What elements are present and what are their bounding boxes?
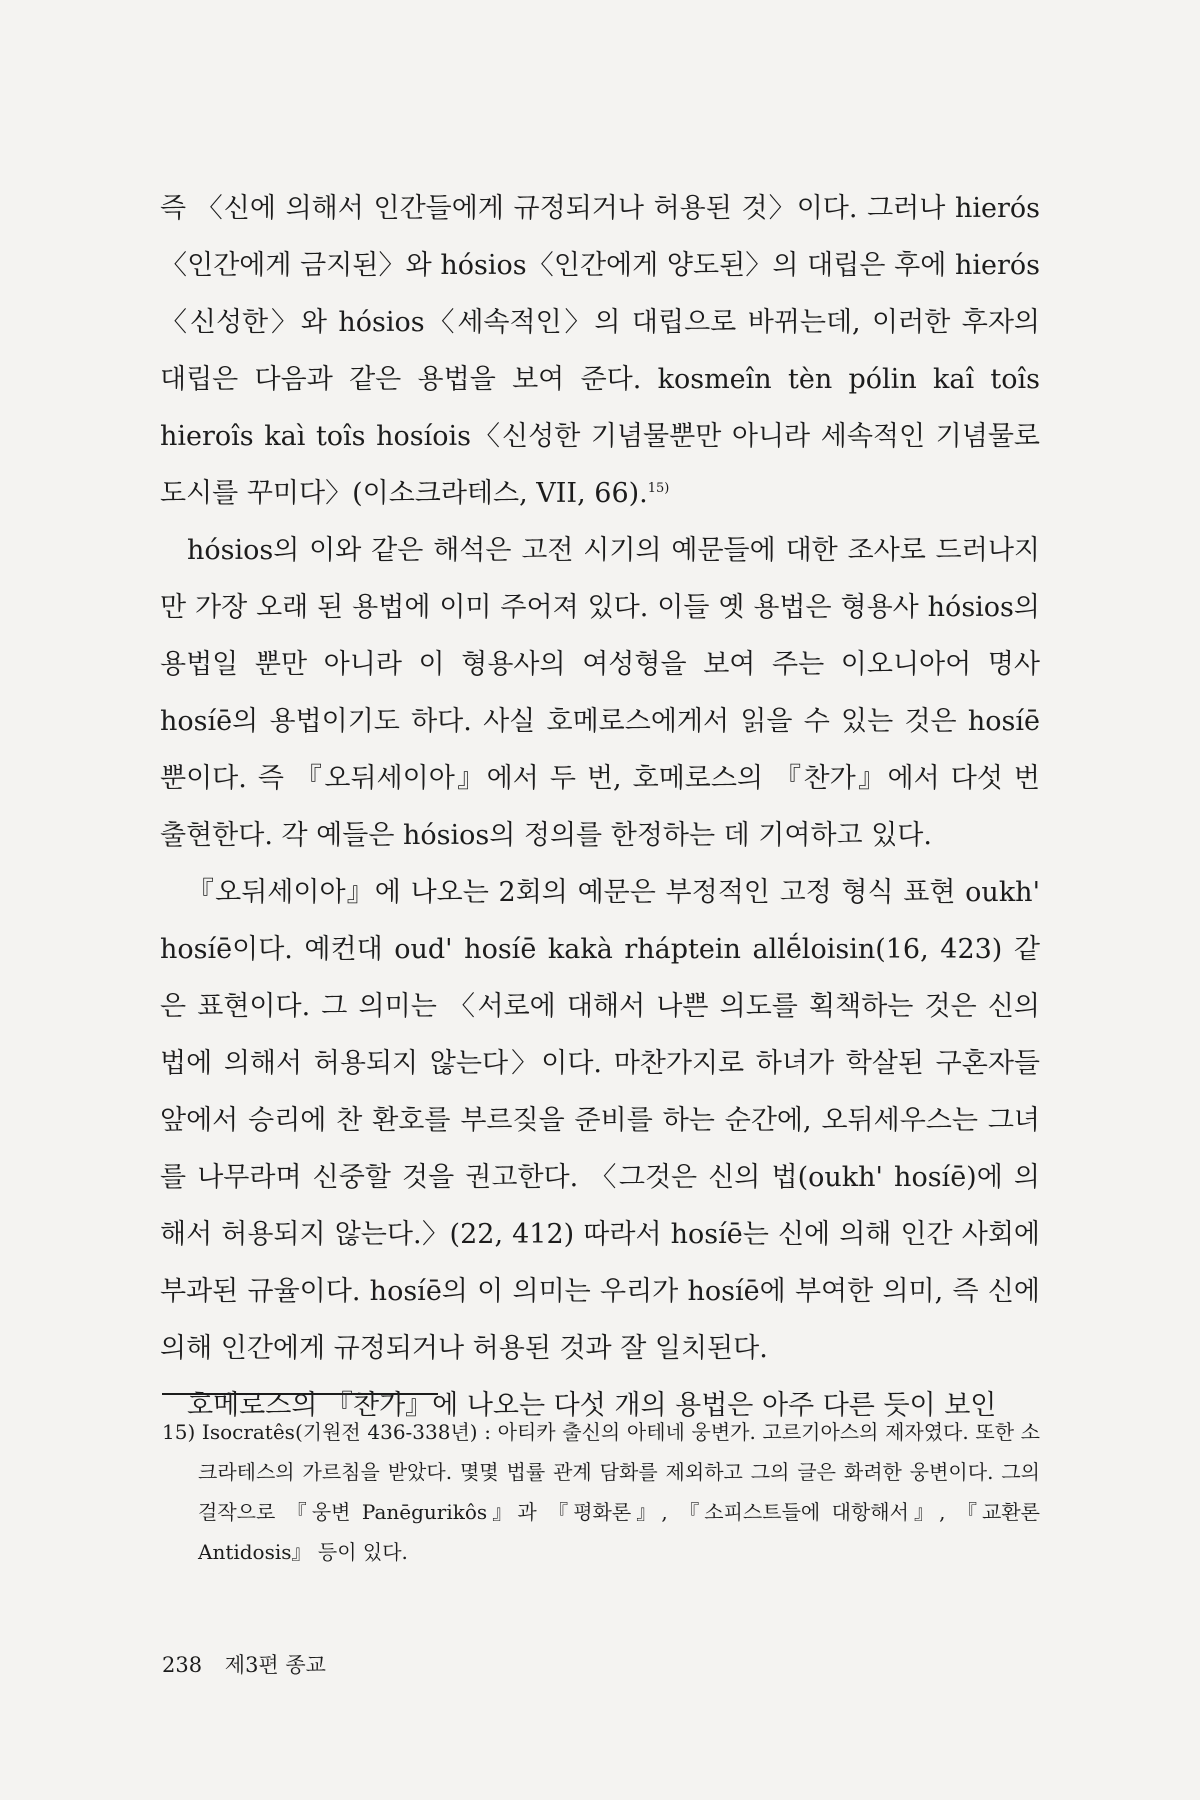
paragraph-3: 『오뒤세이아』에 나오는 2회의 예문은 부정적인 고정 형식 표현 oukh' hosíē이다. 예컨대 oud' hosíē kakà rháptein allḗloisin(16, 423) 같은 표현이다. 그 의미는 〈서로에 대해서 나쁜 의도를 획책하는 것은 신의 법에 의해서 허용되지 않는다〉이다. 마찬가지로 하녀가 학살된 구혼자들 앞에서 승리에 찬 환호를 부르짖을 준비를 하는 순간에, 오뒤세우스는 그녀를 나무라며 신중할 것을 권고한다. 〈그것은 신의 법(oukh' hosíē)에 의해서 허용되지 않는다.〉(22, 412) 따라서 hosíē는 신에 의해 인간 사회에 부과된 규율이다. hosíē의 이 의미는 우리가 hosíē에 부여한 의미, 즉 신에 의해 인간에게 규정되거나 허용된 것과 잘 일치된다. — [160, 877, 1040, 1364]
page-number: 238 — [162, 1653, 203, 1677]
footnote-ref-15[interactable]: 15) — [647, 481, 670, 496]
page-footer — [162, 1650, 326, 1680]
paragraph-2: hósios의 이와 같은 해석은 고전 시기의 예문들에 대한 조사로 드러나지만 가장 오래 된 용법에 이미 주어져 있다. 이들 옛 용법은 형용사 hósios의 용법일 뿐만 아니라 이 형용사의 여성형을 보여 주는 이오니아어 명사 hosíē의 용법이기도 하다. 사실 호메로스에게서 읽을 수 있는 것은 hosíē뿐이다. 즉 『오뒤세이아』에서 두 번, 호메로스의 『찬가』에서 다섯 번 출현한다. 각 예들은 hósios의 정의를 한정하는 데 기여하고 있다. — [160, 535, 1040, 851]
footnote-divider — [162, 1393, 438, 1395]
section-title: 제3편 종교 — [224, 1653, 326, 1677]
paragraph-text: 즉 〈신에 의해서 인간들에게 규정되거나 허용된 것〉이다. 그러나 hierós 〈인간에게 금지된〉와 hósios〈인간에게 양도된〉의 대립은 후에 hierós 〈신성한〉와 hósios〈세속적인〉의 대립으로 바뀌는데, 이러한 후자의 대립은 다음과 같은 용법을 보여 준다. kosmeîn tèn pólin kaî toîs hieroîs kaì toîs hosíois〈신성한 기념물뿐만 아니라 세속적인 기념물로 도시를 꾸미다〉(이소크라테스, VII, 66). — [160, 193, 1040, 509]
body-text — [160, 180, 1040, 1434]
paragraph-4: 호메로스의 『찬가』에 나오는 다섯 개의 용법은 아주 다른 듯이 보인 — [187, 1390, 997, 1421]
paragraph-1 — [160, 180, 1040, 522]
footnote-text: 15) Isocratês(기원전 436-338년) : 아티카 출신의 아테네 웅변가. 고르기아스의 제자였다. 또한 소크라테스의 가르침을 받았다. 몇몇 법률 관계 담화를 제외하고 그의 글은 화려한 웅변이다. 그의 걸작으로 『웅변 Panēgurikôs』과 『평화론』, 『소피스트들에 대항해서』, 『교환론 Antidosis』 등이 있다. — [162, 1420, 1040, 1564]
footnote-15 — [162, 1412, 1040, 1572]
